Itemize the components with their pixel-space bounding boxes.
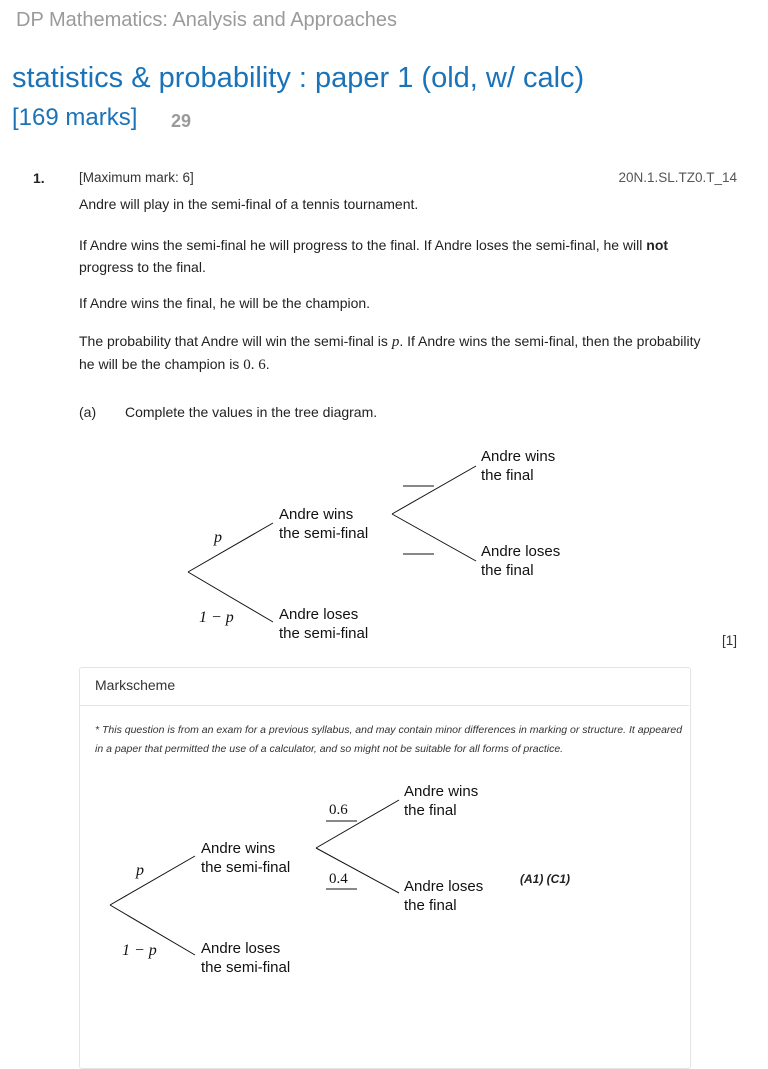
question-paragraph-4: The probability that Andre will win the semi-final is p. If Andre wins the semi-final, then the probability he will be the champion is 0. 6. (79, 333, 701, 373)
tree-node-loses-final: Andre loses the final (481, 543, 561, 579)
part-text: Complete the values in the tree diagram. (125, 404, 378, 420)
emphasis-not: not (646, 237, 669, 253)
tree-node-loses-semi: Andre loses the semi-final (279, 606, 369, 642)
ms-award-marks: (A1) (C1) (520, 872, 570, 886)
total-marks: [169 marks] (12, 104, 138, 131)
tree-node-wins-final: Andre wins the final (481, 448, 556, 484)
question-code: 20N.1.SL.TZ0.T_14 (618, 170, 737, 185)
branch-win-final (392, 466, 476, 514)
ms-tree-one-minus-p-label: 1 − p (122, 942, 157, 959)
tree-node-wins-semi: Andre wins the semi-final (279, 506, 369, 542)
part-label: (a) (79, 404, 97, 420)
tree-p-label: p (214, 529, 222, 546)
question-paragraph-3: If Andre wins the final, he will be the champion. (79, 295, 371, 311)
ms-tree-node-wins-semi: Andre wins the semi-final (201, 840, 291, 876)
question-number: 1. (33, 170, 45, 186)
ms-tree-node-loses-semi: Andre loses the semi-final (201, 940, 291, 976)
question-count: 29 (171, 111, 192, 131)
ms-tree-node-wins-final: Andre wins the final (404, 783, 479, 819)
ms-tree-node-loses-final: Andre loses the final (404, 878, 484, 914)
part-marks: [1] (721, 633, 737, 648)
ms-prob-win-final: 0.6 (329, 802, 348, 818)
markscheme-heading[interactable]: Markscheme (95, 677, 176, 693)
markscheme-divider (80, 705, 689, 706)
max-mark: [Maximum mark: 6] (79, 170, 194, 185)
ms-prob-lose-final: 0.4 (329, 871, 348, 887)
markscheme-note: * This question is from an exam for a previous syllabus, and may contain minor differences in marking or structure. It appeared in a paper that permitted the use of a calculator, and so might not be suitable for all forms of practice. (95, 724, 683, 755)
ms-tree-p-label: p (136, 862, 144, 879)
tree-one-minus-p-label: 1 − p (199, 609, 234, 626)
question-paragraph-2: If Andre wins the semi-final he will progress to the final. If Andre loses the semi-final, he will not progress to the final. (79, 237, 669, 275)
course-title: DP Mathematics: Analysis and Approaches (16, 9, 397, 31)
question-intro: Andre will play in the semi-final of a tennis tournament. (79, 196, 419, 212)
page-title: statistics & probability : paper 1 (old, w/ calc) (12, 62, 585, 94)
branch-win-semi (188, 523, 273, 572)
